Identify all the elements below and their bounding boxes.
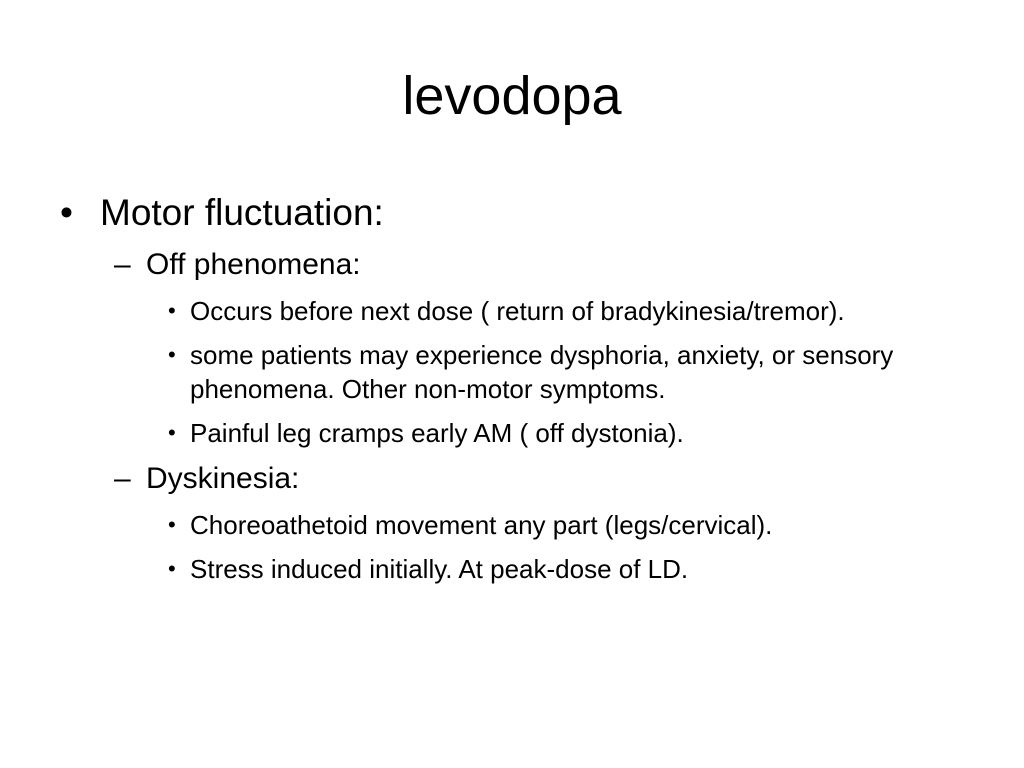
bullet-icon: •: [168, 420, 176, 445]
point-choreoathetoid-movement: [168, 508, 950, 542]
point-text: Stress induced initially. At peak-dose of LD.: [190, 554, 689, 584]
bullet-icon: •: [168, 556, 176, 581]
subheading-off-phenomena: [114, 246, 956, 284]
slide-content: [56, 190, 956, 596]
point-occurs-before-next-dose: [168, 294, 950, 328]
point-text: some patients may experience dysphoria, anxiety, or sensory phenomena. Other non-motor symptoms.: [190, 340, 894, 404]
point-painful-leg-cramps: [168, 416, 950, 450]
point-stress-induced: [168, 552, 950, 586]
subheading-text: Off phenomena:: [146, 248, 361, 281]
point-dysphoria-anxiety: [168, 338, 950, 406]
bullet-text: Motor fluctuation:: [100, 192, 384, 233]
point-text: Painful leg cramps early AM ( off dystonia).: [190, 418, 684, 448]
bullet-icon: •: [168, 512, 176, 537]
subheading-text: Dyskinesia:: [146, 462, 300, 495]
bullet-icon: •: [60, 192, 73, 233]
subheading-dyskinesia: [114, 460, 956, 498]
slide-title: levodopa: [402, 66, 622, 126]
bullet-motor-fluctuation: [56, 190, 956, 236]
dash-icon: –: [114, 462, 131, 495]
point-text: Choreoathetoid movement any part (legs/cervical).: [190, 510, 773, 540]
bullet-icon: •: [168, 298, 176, 323]
bullet-icon: •: [168, 342, 176, 367]
dash-icon: –: [114, 248, 131, 281]
point-text: Occurs before next dose ( return of bradykinesia/tremor).: [190, 296, 845, 326]
